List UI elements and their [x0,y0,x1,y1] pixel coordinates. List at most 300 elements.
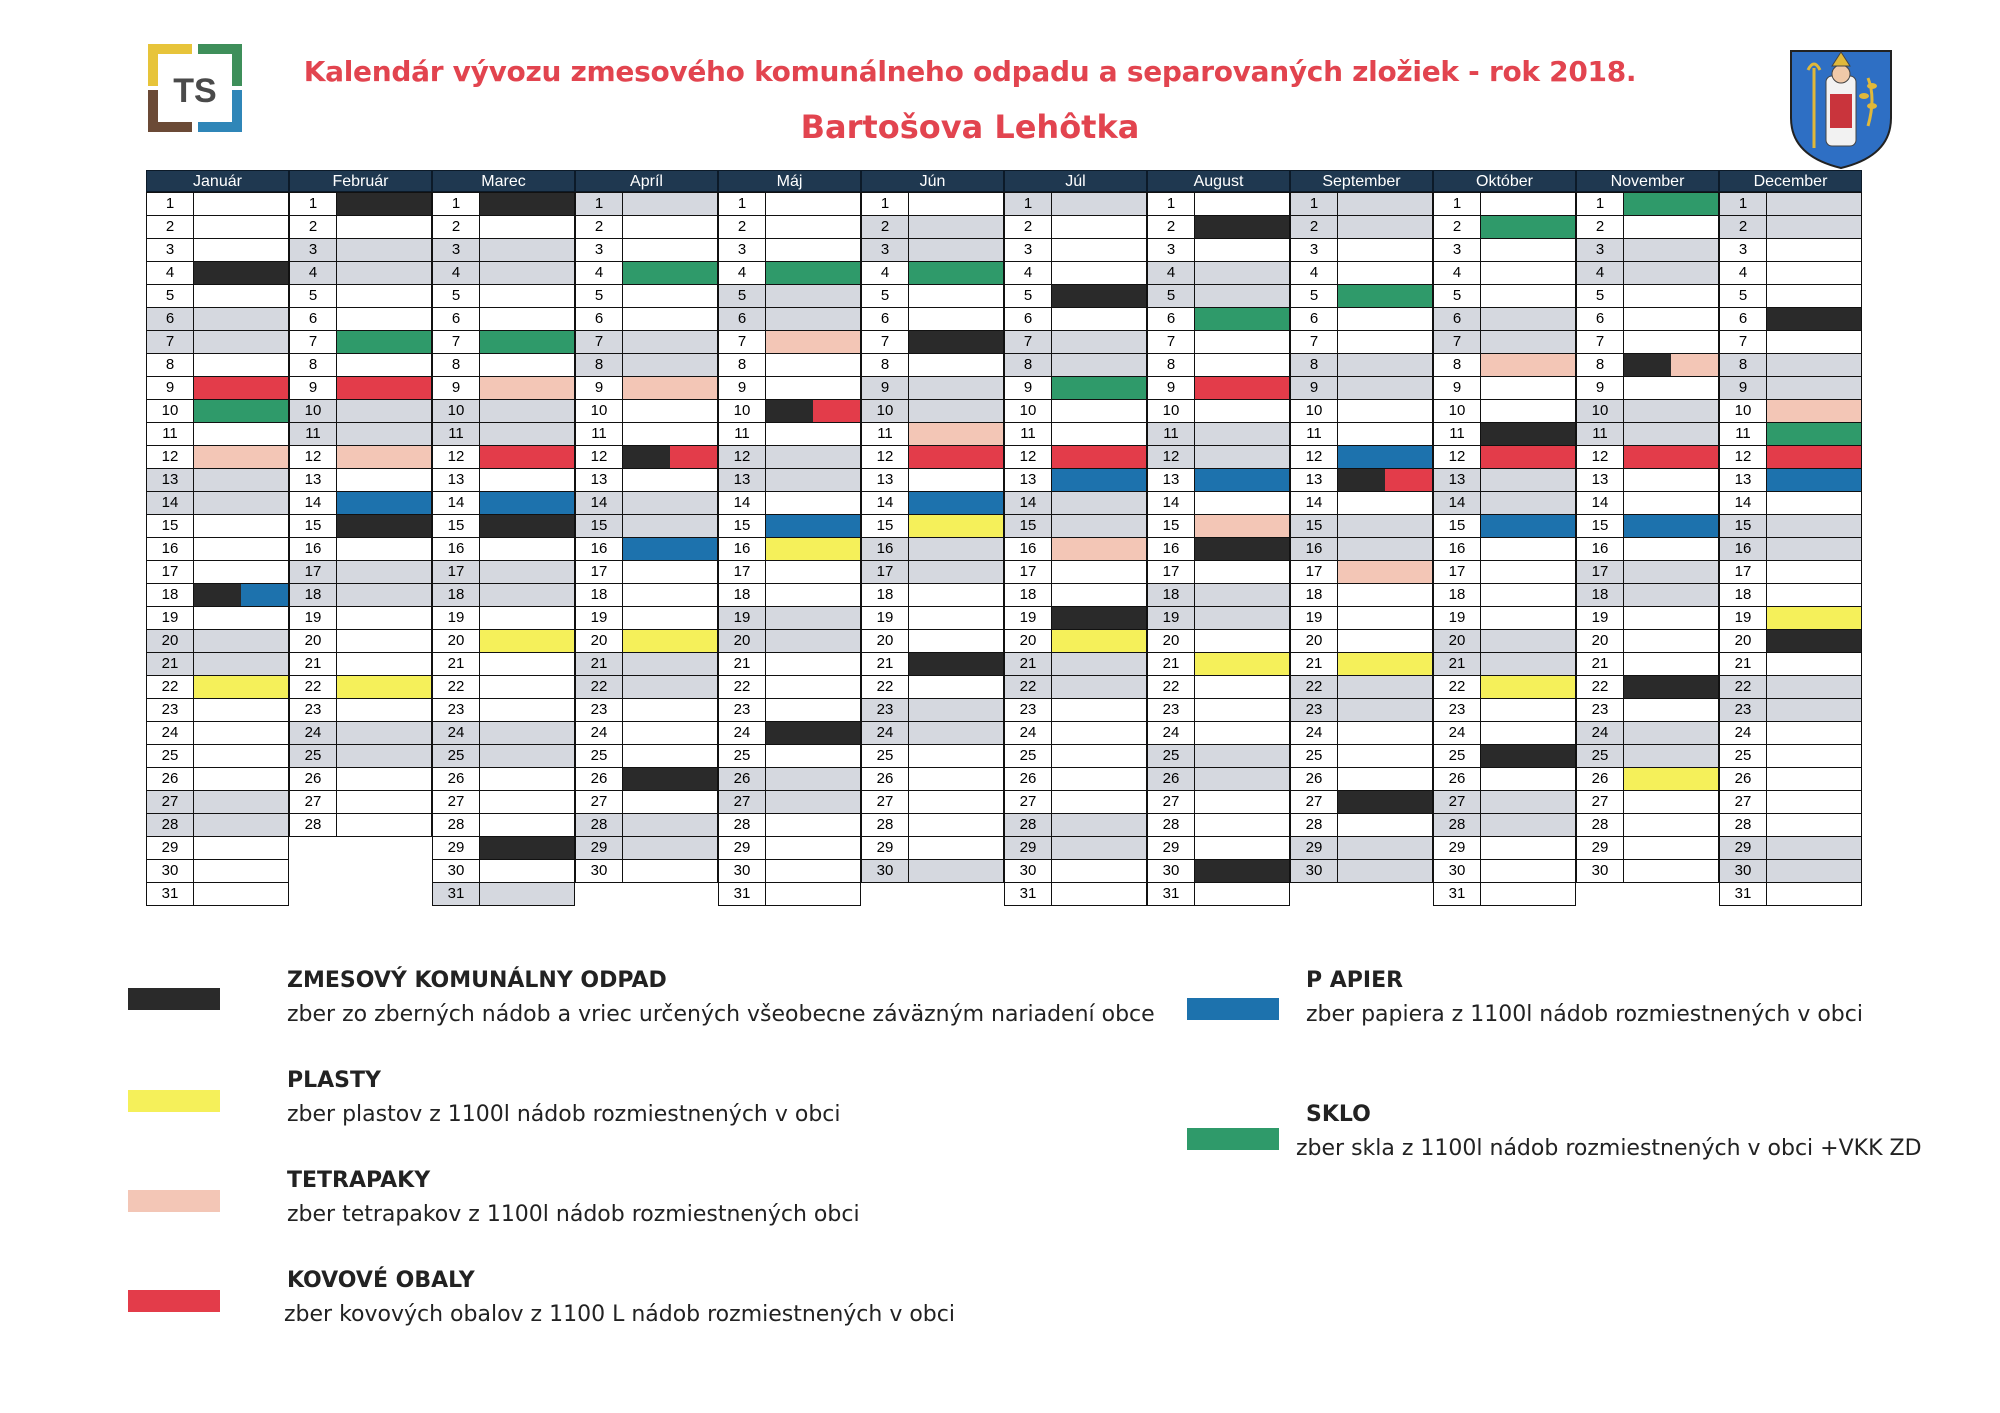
collection-mark [480,837,574,859]
collection-mark [1052,469,1146,491]
day-collection-cell [1051,606,1147,630]
collection-mark [1385,469,1432,491]
day-collection-cell [622,537,718,561]
day-number: 16 [1290,537,1338,561]
day-collection-cell [1051,859,1147,883]
day-number: 23 [1719,698,1767,722]
day-number: 23 [1290,698,1338,722]
day-collection-cell [1194,238,1290,262]
day-number: 2 [718,215,766,239]
day-number: 4 [1290,261,1338,285]
day-collection-cell [908,445,1004,469]
month-header: Apríl [575,170,718,192]
day-collection-cell [336,698,432,722]
day-collection-cell [1337,790,1433,814]
day-collection-cell [908,606,1004,630]
day-number: 10 [861,399,909,423]
day-number: 21 [1147,652,1195,676]
day-collection-cell [1051,721,1147,745]
day-number: 9 [146,376,194,400]
day-number: 18 [1719,583,1767,607]
day-collection-cell [908,537,1004,561]
day-number: 15 [432,514,480,538]
day-collection-cell [193,859,289,883]
day-number: 26 [1290,767,1338,791]
day-number: 1 [718,192,766,216]
day-collection-cell [1337,813,1433,837]
day-number: 30 [432,859,480,883]
day-collection-cell [1623,422,1719,446]
month-header: Január [146,170,289,192]
day-number: 17 [718,560,766,584]
day-collection-cell [1480,307,1576,331]
day-collection-cell [1766,721,1862,745]
day-number: 11 [1433,422,1481,446]
day-collection-cell [1480,284,1576,308]
day-collection-cell [1766,491,1862,515]
day-number: 21 [861,652,909,676]
day-collection-cell [908,836,1004,860]
day-number: 20 [1719,629,1767,653]
day-collection-cell [908,675,1004,699]
collection-mark [1671,354,1718,376]
collection-mark [337,676,431,698]
day-collection-cell [193,399,289,423]
day-collection-cell [1480,606,1576,630]
waste-calendar [146,170,1862,910]
day-number: 29 [1290,836,1338,860]
collection-mark [909,262,1003,284]
day-collection-cell [193,767,289,791]
day-number: 11 [575,422,623,446]
day-number: 5 [861,284,909,308]
day-collection-cell [193,422,289,446]
day-number: 8 [1433,353,1481,377]
day-number: 29 [1147,836,1195,860]
day-collection-cell [1194,261,1290,285]
day-number: 13 [146,468,194,492]
collection-mark [766,515,860,537]
day-number: 10 [432,399,480,423]
day-collection-cell [765,560,861,584]
collection-mark [480,446,574,468]
day-collection-cell [1337,491,1433,515]
month-header: November [1576,170,1719,192]
day-number: 14 [1719,491,1767,515]
day-collection-cell [1480,537,1576,561]
day-collection-cell [193,652,289,676]
day-collection-cell [765,445,861,469]
day-collection-cell [1051,790,1147,814]
day-collection-cell [908,583,1004,607]
day-number: 9 [861,376,909,400]
day-collection-cell [1051,307,1147,331]
day-collection-cell [1337,583,1433,607]
day-collection-cell [765,606,861,630]
day-collection-cell [479,399,575,423]
day-collection-cell [336,399,432,423]
day-number: 25 [289,744,337,768]
day-collection-cell [1337,606,1433,630]
month-header: August [1147,170,1290,192]
day-number: 29 [146,836,194,860]
day-collection-cell [193,560,289,584]
day-collection-cell [1766,537,1862,561]
day-number: 22 [432,675,480,699]
day-collection-cell [1623,284,1719,308]
day-number: 9 [1719,376,1767,400]
day-collection-cell [1194,813,1290,837]
day-number: 23 [289,698,337,722]
day-number: 9 [1576,376,1624,400]
collection-mark [480,630,574,652]
collection-mark [1624,354,1671,376]
day-number: 28 [718,813,766,837]
day-number: 2 [575,215,623,239]
month-header: Jún [861,170,1004,192]
day-number: 2 [1147,215,1195,239]
day-number: 28 [575,813,623,837]
day-number: 21 [1290,652,1338,676]
day-number: 28 [289,813,337,837]
day-collection-cell [193,376,289,400]
day-number: 20 [861,629,909,653]
day-number: 12 [146,445,194,469]
day-number: 8 [1290,353,1338,377]
collection-mark [194,377,288,399]
collection-mark [766,722,860,744]
collection-mark [1624,768,1718,790]
legend-swatch-glass [1187,1128,1279,1150]
day-number: 3 [861,238,909,262]
day-collection-cell [1480,744,1576,768]
day-number: 3 [1719,238,1767,262]
day-number: 24 [718,721,766,745]
day-number: 22 [718,675,766,699]
day-collection-cell [336,215,432,239]
day-collection-cell [622,468,718,492]
day-number: 7 [1290,330,1338,354]
day-collection-cell [1337,422,1433,446]
legend-swatch-metal [128,1290,220,1312]
day-collection-cell [1623,238,1719,262]
day-collection-cell [1480,261,1576,285]
day-number: 31 [1004,882,1052,906]
day-collection-cell [1337,767,1433,791]
day-collection-cell [622,836,718,860]
day-collection-cell [1766,215,1862,239]
collection-mark [1338,561,1432,583]
day-number: 9 [575,376,623,400]
day-number: 22 [1147,675,1195,699]
day-collection-cell [908,629,1004,653]
day-collection-cell [622,422,718,446]
day-number: 30 [1719,859,1767,883]
day-number: 8 [861,353,909,377]
day-number: 24 [861,721,909,745]
day-collection-cell [1766,790,1862,814]
day-number: 10 [146,399,194,423]
day-collection-cell [336,330,432,354]
day-collection-cell [1623,491,1719,515]
day-collection-cell [1337,629,1433,653]
collection-mark [1481,446,1575,468]
legend-desc-plastics: zber plastov z 1100l nádob rozmiestnených v obci [287,1102,841,1127]
collection-mark [1624,193,1718,215]
day-number: 20 [1290,629,1338,653]
day-number: 11 [1719,422,1767,446]
day-number: 28 [1147,813,1195,837]
day-number: 29 [861,836,909,860]
day-number: 3 [718,238,766,262]
municipal-crest-icon [1788,48,1894,170]
day-number: 26 [861,767,909,791]
day-number: 5 [146,284,194,308]
day-number: 12 [861,445,909,469]
day-number: 7 [1719,330,1767,354]
day-number: 24 [575,721,623,745]
day-collection-cell [622,583,718,607]
day-collection-cell [765,537,861,561]
day-number: 19 [146,606,194,630]
day-collection-cell [1051,445,1147,469]
day-collection-cell [193,468,289,492]
day-collection-cell [765,698,861,722]
day-number: 4 [432,261,480,285]
day-collection-cell [1480,698,1576,722]
collection-mark [480,331,574,353]
day-collection-cell [336,767,432,791]
day-collection-cell [1051,284,1147,308]
day-number: 7 [575,330,623,354]
day-collection-cell [1337,284,1433,308]
day-collection-cell [336,537,432,561]
day-collection-cell [479,859,575,883]
day-number: 12 [718,445,766,469]
day-number: 27 [575,790,623,814]
day-number: 5 [432,284,480,308]
day-number: 3 [1576,238,1624,262]
day-number: 2 [1719,215,1767,239]
day-number: 4 [289,261,337,285]
day-number: 11 [289,422,337,446]
day-number: 28 [432,813,480,837]
day-collection-cell [1051,261,1147,285]
day-number: 26 [1147,767,1195,791]
day-number: 2 [146,215,194,239]
day-collection-cell [1194,445,1290,469]
day-number: 6 [289,307,337,331]
day-number: 3 [432,238,480,262]
day-collection-cell [1766,514,1862,538]
day-number: 2 [1433,215,1481,239]
day-collection-cell [1337,652,1433,676]
day-number: 29 [432,836,480,860]
day-number: 5 [1576,284,1624,308]
day-number: 17 [861,560,909,584]
day-number: 14 [718,491,766,515]
day-collection-cell [336,721,432,745]
day-number: 15 [1576,514,1624,538]
day-number: 25 [1004,744,1052,768]
day-collection-cell [765,192,861,216]
day-number: 19 [289,606,337,630]
day-collection-cell [765,330,861,354]
day-number: 18 [1290,583,1338,607]
day-number: 18 [432,583,480,607]
collection-mark [1481,423,1575,445]
day-number: 19 [575,606,623,630]
day-number: 13 [575,468,623,492]
day-number: 6 [1290,307,1338,331]
month-header: December [1719,170,1862,192]
day-collection-cell [479,376,575,400]
day-number: 3 [146,238,194,262]
day-number: 15 [1719,514,1767,538]
day-number: 30 [575,859,623,883]
day-collection-cell [908,652,1004,676]
collection-mark [670,446,717,468]
day-number: 22 [861,675,909,699]
day-collection-cell [765,238,861,262]
day-number: 7 [146,330,194,354]
collection-mark [909,446,1003,468]
day-number: 3 [1004,238,1052,262]
day-collection-cell [336,192,432,216]
day-collection-cell [1623,560,1719,584]
day-collection-cell [479,537,575,561]
day-number: 10 [1433,399,1481,423]
day-collection-cell [479,514,575,538]
day-collection-cell [1480,560,1576,584]
day-number: 13 [432,468,480,492]
day-number: 15 [1290,514,1338,538]
day-number: 21 [575,652,623,676]
day-collection-cell [765,284,861,308]
day-collection-cell [908,790,1004,814]
day-collection-cell [1051,583,1147,607]
day-collection-cell [622,330,718,354]
day-collection-cell [908,376,1004,400]
day-collection-cell [1194,353,1290,377]
day-number: 17 [1004,560,1052,584]
day-collection-cell [479,261,575,285]
day-collection-cell [479,606,575,630]
day-collection-cell [622,606,718,630]
day-number: 21 [718,652,766,676]
collection-mark [766,538,860,560]
day-number: 9 [1290,376,1338,400]
day-collection-cell [622,192,718,216]
day-collection-cell [1766,445,1862,469]
day-number: 12 [432,445,480,469]
collection-mark [337,515,431,537]
collection-mark [1195,538,1289,560]
day-collection-cell [1051,215,1147,239]
day-collection-cell [336,629,432,653]
collection-mark [813,400,860,422]
day-number: 16 [289,537,337,561]
day-collection-cell [336,491,432,515]
day-collection-cell [1766,629,1862,653]
day-number: 8 [146,353,194,377]
day-number: 19 [1004,606,1052,630]
day-collection-cell [193,514,289,538]
day-collection-cell [1766,376,1862,400]
day-number: 9 [1433,376,1481,400]
day-number: 21 [1433,652,1481,676]
day-number: 26 [432,767,480,791]
day-collection-cell [1480,491,1576,515]
day-number: 23 [1147,698,1195,722]
day-collection-cell [622,514,718,538]
collection-mark [1624,515,1718,537]
day-collection-cell [1623,192,1719,216]
day-collection-cell [336,445,432,469]
day-number: 4 [146,261,194,285]
day-collection-cell [765,307,861,331]
day-number: 20 [1004,629,1052,653]
day-collection-cell [1337,744,1433,768]
day-collection-cell [1194,767,1290,791]
day-collection-cell [479,238,575,262]
day-collection-cell [1337,698,1433,722]
day-collection-cell [765,790,861,814]
day-collection-cell [336,560,432,584]
day-number: 14 [1147,491,1195,515]
day-number: 5 [718,284,766,308]
day-collection-cell [479,652,575,676]
day-number: 13 [289,468,337,492]
day-collection-cell [1337,560,1433,584]
day-collection-cell [622,790,718,814]
day-collection-cell [1194,422,1290,446]
day-collection-cell [1766,307,1862,331]
day-number: 30 [1147,859,1195,883]
collection-mark [1481,515,1575,537]
day-collection-cell [1194,698,1290,722]
day-number: 28 [1719,813,1767,837]
day-number: 1 [432,192,480,216]
day-collection-cell [479,790,575,814]
day-collection-cell [1337,675,1433,699]
day-collection-cell [1480,238,1576,262]
day-number: 11 [1290,422,1338,446]
collection-mark [480,492,574,514]
collection-mark [1624,446,1718,468]
day-collection-cell [1194,537,1290,561]
day-collection-cell [765,468,861,492]
day-collection-cell [336,307,432,331]
day-number: 25 [1433,744,1481,768]
day-number: 21 [289,652,337,676]
day-number: 27 [1433,790,1481,814]
collection-mark [194,400,288,422]
day-collection-cell [193,721,289,745]
day-collection-cell [336,468,432,492]
day-number: 22 [289,675,337,699]
collection-mark [1767,400,1861,422]
day-collection-cell [908,261,1004,285]
day-number: 28 [861,813,909,837]
day-collection-cell [1051,813,1147,837]
day-collection-cell [765,836,861,860]
day-number: 25 [432,744,480,768]
day-number: 10 [1147,399,1195,423]
logo-text: TS [173,72,217,110]
day-collection-cell [336,284,432,308]
day-number: 13 [1290,468,1338,492]
